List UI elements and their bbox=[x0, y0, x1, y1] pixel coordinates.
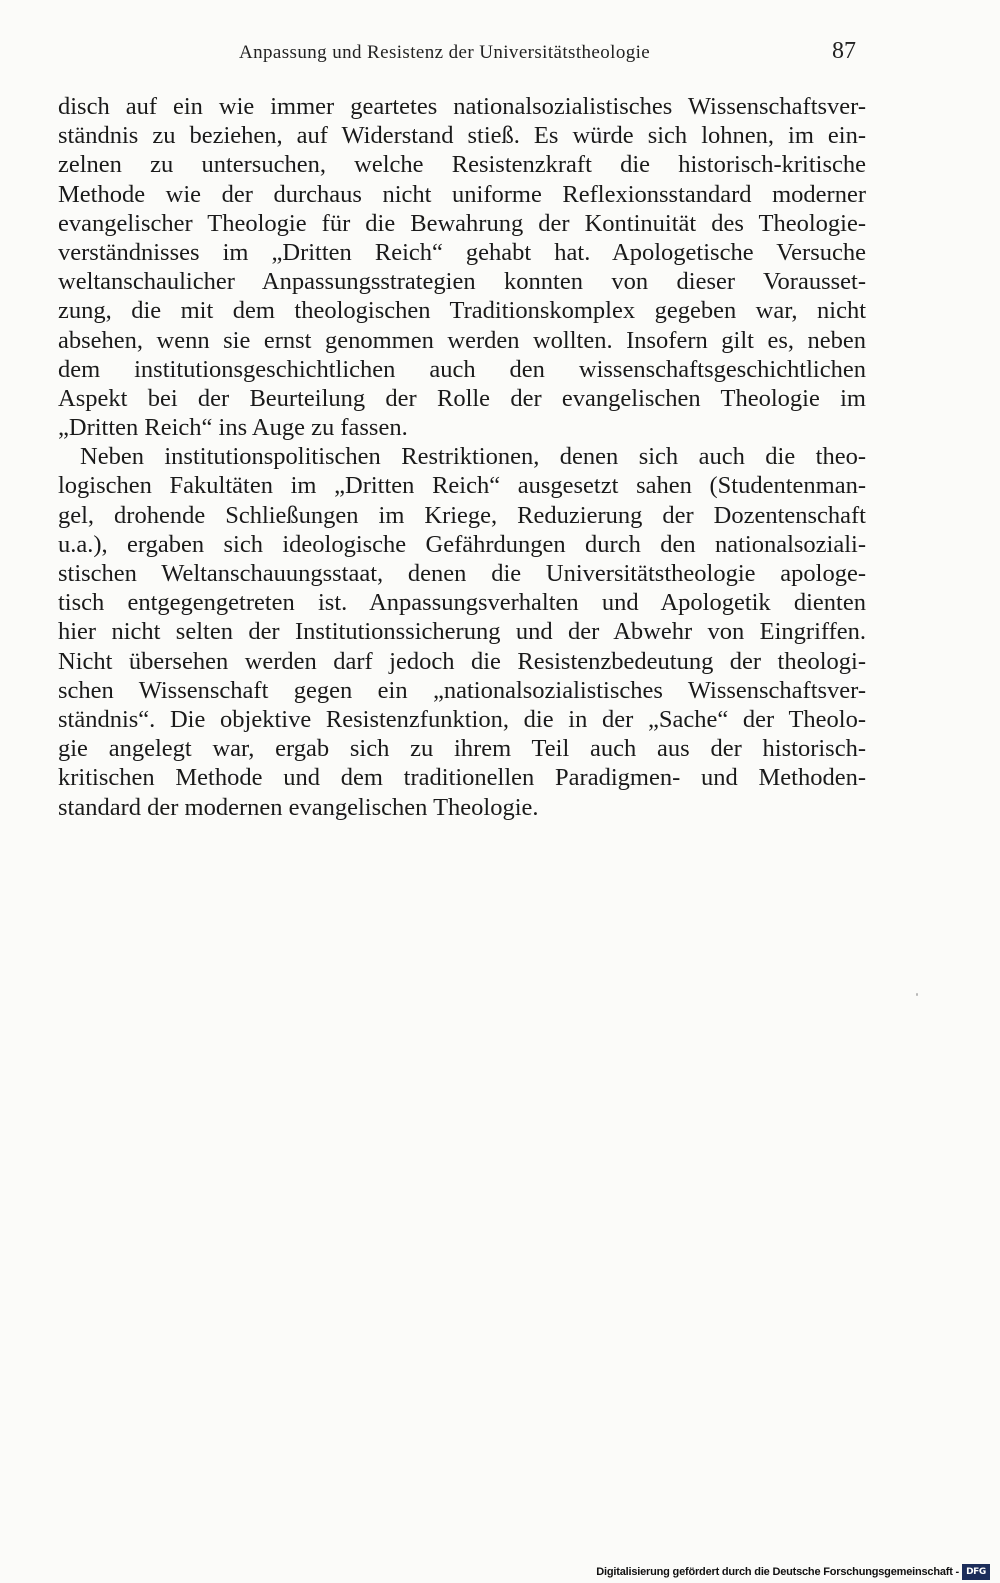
text-line: hier nicht selten der Institutionssicherung und der Abwehr von Eingriffen. bbox=[58, 618, 866, 646]
text-line: Nicht übersehen werden darf jedoch die Resistenzbedeutung der theologi- bbox=[58, 647, 866, 675]
text-line: zung, die mit dem theologischen Traditionskomplex gegeben war, nicht bbox=[58, 297, 866, 325]
digitization-footer bbox=[596, 1564, 990, 1580]
text-line: verständnisses im „Dritten Reich“ gehabt hat. Apologetische Versuche bbox=[58, 238, 866, 266]
text-line: absehen, wenn sie ernst genommen werden wollten. Insofern gilt es, neben bbox=[58, 326, 866, 354]
scan-speck bbox=[916, 993, 918, 996]
text-line: u.a.), ergaben sich ideologische Gefährdungen durch den nationalsoziali- bbox=[58, 530, 866, 558]
text-line: gie angelegt war, ergab sich zu ihrem Teil auch aus der historisch- bbox=[58, 735, 866, 763]
text-line: stischen Weltanschauungsstaat, denen die Universitätstheologie apologe- bbox=[58, 560, 866, 587]
dfg-logo-text: DFG bbox=[966, 1567, 986, 1577]
text-line: schen Wissenschaft gegen ein „nationalsozialistisches Wissenschaftsver- bbox=[58, 676, 866, 704]
text-line: tisch entgegengetreten ist. Anpassungsverhalten und Apologetik dienten bbox=[58, 589, 866, 617]
dfg-logo-icon bbox=[962, 1564, 990, 1580]
text-line: kritischen Methode und dem traditionellen Paradigmen- und Methoden- bbox=[58, 764, 866, 792]
text-line: „Dritten Reich“ ins Auge zu fassen. bbox=[58, 414, 408, 442]
paragraph-1 bbox=[58, 92, 866, 442]
page-number: 87 bbox=[832, 38, 856, 64]
text-line: gel, drohende Schließungen im Kriege, Reduzierung der Dozentenschaft bbox=[58, 501, 866, 529]
text-line: ständnis zu beziehen, auf Widerstand stieß. Es würde sich lohnen, im ein- bbox=[58, 122, 866, 150]
text-line: dem institutionsgeschichtlichen auch den wissenschaftsgeschichtlichen bbox=[58, 355, 866, 383]
text-line: zelnen zu untersuchen, welche Resistenzkraft die historisch-kritische bbox=[58, 151, 866, 179]
text-line: Methode wie der durchaus nicht uniforme Reflexionsstandard moderner bbox=[58, 180, 866, 208]
text-line: ständnis“. Die objektive Resistenzfunktion, die in der „Sache“ der Theolo- bbox=[58, 705, 866, 733]
text-line: logischen Fakultäten im „Dritten Reich“ ausgesetzt sahen (Studentenman- bbox=[58, 472, 866, 500]
text-line: standard der modernen evangelischen Theologie. bbox=[58, 793, 539, 821]
funding-credit: Digitalisierung gefördert durch die Deutsche Forschungsgemeinschaft - bbox=[596, 1566, 959, 1578]
paragraph-2 bbox=[58, 442, 866, 821]
running-head: Anpassung und Resistenz der Universitätstheologie bbox=[239, 42, 651, 63]
text-line: weltanschaulicher Anpassungsstrategien konnten von dieser Vorausset- bbox=[58, 268, 866, 296]
body-text bbox=[58, 92, 866, 822]
text-line: evangelischer Theologie für die Bewahrung der Kontinuität des Theologie- bbox=[58, 209, 866, 237]
text-line: Neben institutionspolitischen Restriktionen, denen sich auch die theo- bbox=[80, 443, 866, 471]
text-line: disch auf ein wie immer geartetes nationalsozialistisches Wissenschaftsver- bbox=[58, 93, 866, 120]
text-line: Aspekt bei der Beurteilung der Rolle der evangelischen Theologie im bbox=[58, 384, 866, 412]
